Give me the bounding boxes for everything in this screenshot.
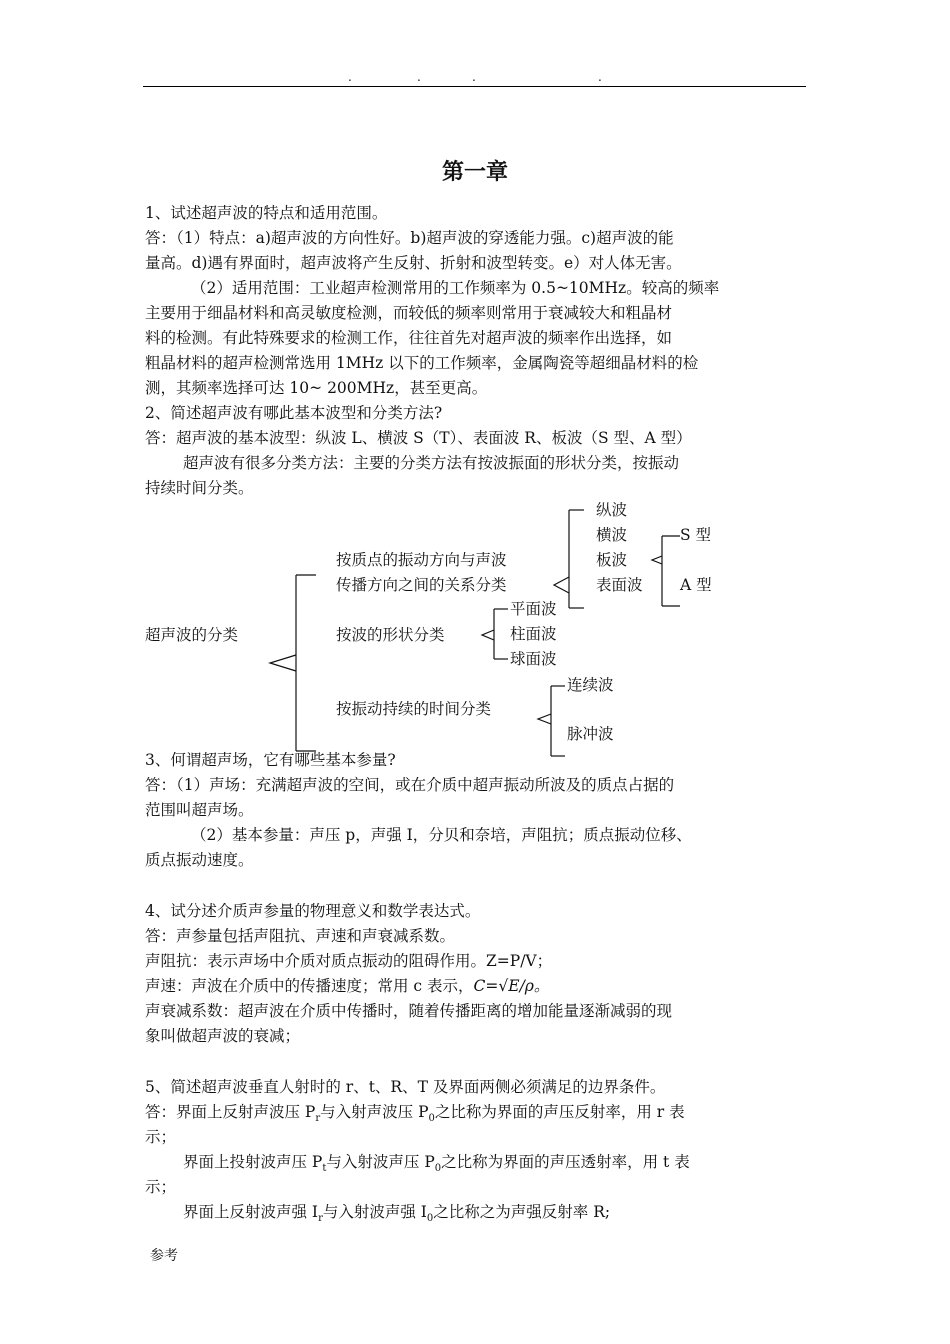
question-1: 1、试述超声波的特点和适用范围。: [145, 204, 388, 222]
answer-line: （2）适用范围：工业超声检测常用的工作频率为 0.5~10MHz。较高的频率: [191, 279, 720, 297]
answer-line: 声阻抗：表示声场中介质对质点振动的阻碍作用。Z=P/V；: [145, 952, 553, 970]
sound-speed-formula: C=√E/ρ。: [473, 977, 550, 995]
leaf-spherical: 球面波: [510, 650, 557, 668]
leaf-s-type: S 型: [680, 526, 712, 544]
answer-line: [145, 1100, 685, 1131]
chapter-title: 第一章: [441, 160, 508, 185]
question-5: 5、简述超声波垂直人射时的 r、t、R、T 及界面两侧必须满足的边界条件。: [145, 1078, 666, 1096]
leaf-a-type: A 型: [680, 576, 712, 594]
leaf-plate: 板波: [596, 551, 628, 569]
subscript: 0: [428, 1113, 435, 1125]
header-dot: .: [417, 70, 421, 84]
answer-line: 超声波有很多分类方法：主要的分类方法有按波振面的形状分类，按振动: [183, 454, 680, 472]
answer-line: 示；: [145, 1128, 177, 1146]
answer-line: 答：超声波的基本波型：纵波 L、横波 S（T）、表面波 R、板波（S 型、A 型）: [145, 429, 692, 447]
answer-line: 质点振动速度。: [145, 851, 254, 869]
leaf-continuous: 连续波: [567, 676, 614, 694]
leaf-pulse: 脉冲波: [567, 725, 614, 743]
header-dot: .: [598, 70, 602, 84]
answer-line: 粗晶材料的超声检测常选用 1MHz 以下的工作频率，金属陶瓷等超细晶材料的检: [145, 354, 699, 372]
question-4: 4、试分述介质声参量的物理意义和数学表达式。: [145, 902, 481, 920]
branch-2-label: 按波的形状分类: [336, 626, 445, 644]
leaf-surface: 表面波: [596, 576, 643, 594]
subscript: 0: [426, 1213, 434, 1225]
text-segment: 与入射波声强 I: [322, 1203, 427, 1221]
answer-line: 声衰减系数：超声波在介质中传播时，随着传播距离的增加能量逐渐减弱的现: [145, 1002, 673, 1020]
leaf-plane: 平面波: [510, 600, 557, 618]
text-segment: 与入射声波压 P: [320, 1103, 429, 1121]
leaf-transverse: 横波: [596, 526, 628, 544]
text-segment: 答：界面上反射声波压 P: [145, 1103, 316, 1121]
text-segment: 与入射波声压 P: [326, 1153, 435, 1171]
answer-line: 答：（1）特点：a)超声波的方向性好。b)超声波的穿透能力强。c)超声波的能: [145, 229, 674, 247]
text-segment: 之比称为界面的声压反射率，用 r 表: [434, 1103, 685, 1121]
question-3: 3、何谓超声场，它有哪些基本参量?: [145, 751, 396, 769]
answer-line: 示；: [145, 1178, 177, 1196]
answer-line: （2）基本参量：声压 p，声强 I，分贝和奈培，声阻抗；质点振动位移、: [191, 826, 692, 844]
answer-line: [183, 1200, 610, 1231]
tree-root: 超声波的分类: [145, 626, 239, 644]
answer-line: 答：声参量包括声阻抗、声速和声衰减系数。: [145, 927, 456, 945]
answer-line: 范围叫超声场。: [145, 801, 254, 819]
subscript: r: [315, 1113, 321, 1125]
answer-line: 料的检测。有此特殊要求的检测工作，往往首先对超声波的频率作出选择，如: [145, 329, 673, 347]
answer-line: 主要用于细晶材料和高灵敏度检测，而较低的频率则常用于衰减较大和粗晶材: [145, 304, 673, 322]
text-segment: 之比称之为声强反射率 R;: [433, 1203, 611, 1221]
subscript: 0: [434, 1163, 442, 1175]
answer-line: [145, 974, 549, 999]
header-dot: .: [348, 70, 352, 84]
text-segment: 界面上投射波声压 P: [183, 1153, 323, 1171]
subscript: t: [322, 1163, 327, 1175]
subscript: r: [318, 1213, 323, 1225]
header-dot: .: [472, 70, 476, 84]
footer-reference: 参考: [150, 1248, 178, 1264]
answer-line: 答：（1）声场：充满超声波的空间，或在介质中超声振动所波及的质点占据的: [145, 776, 675, 794]
answer-line: 象叫做超声波的衰减；: [145, 1027, 301, 1045]
answer-line: 测，其频率选择可达 10~ 200MHz，甚至更高。: [145, 379, 488, 397]
leaf-longitudinal: 纵波: [596, 501, 628, 519]
question-2: 2、简述超声波有哪此基本波型和分类方法?: [145, 404, 443, 422]
answer-line: 持续时间分类。: [145, 479, 254, 497]
answer-line: [183, 1150, 690, 1181]
text-segment: 界面上反射波声强 I: [183, 1203, 319, 1221]
answer-line: 量高。d)遇有界面时，超声波将产生反射、折射和波型转变。e）对人体无害。: [145, 254, 682, 272]
leaf-cylindrical: 柱面波: [510, 625, 557, 643]
sound-speed-text: 声速：声波在介质中的传播速度；常用 c 表示，: [145, 977, 474, 995]
branch-1-label: 传播方向之间的关系分类: [336, 576, 507, 594]
text-segment: 之比称为界面的声压透射率，用 t 表: [441, 1153, 690, 1171]
branch-1-label: 按质点的振动方向与声波: [336, 551, 507, 569]
branch-3-label: 按振动持续的时间分类: [336, 700, 492, 718]
